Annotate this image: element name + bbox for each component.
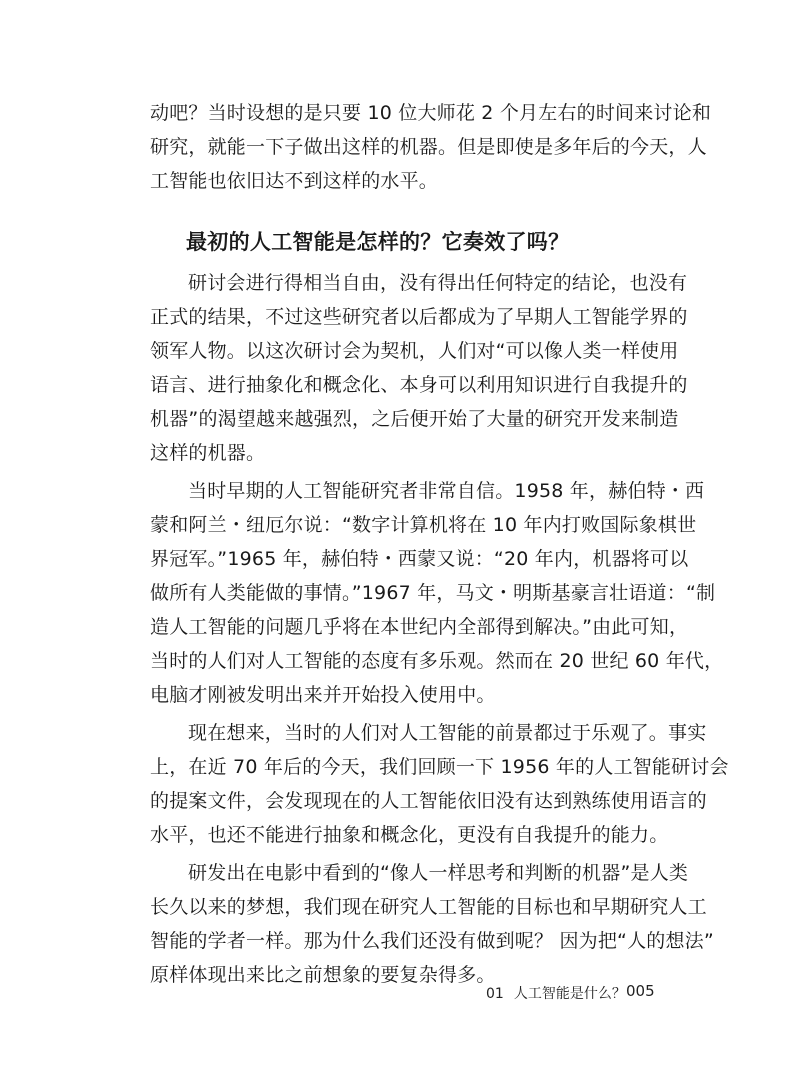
body-text: [150, 266, 729, 996]
section-heading: 最初的人工智能是怎样的？它奏效了吗？: [186, 230, 570, 254]
chapter-number: 01: [486, 986, 504, 1002]
paragraph-3: [150, 716, 729, 852]
paragraph-line: 当时的人们对人工智能的态度有多乐观。然而在 20 世纪 60 年代，: [150, 650, 724, 672]
paragraph-line: 水平，也还不能进行抽象和概念化，更没有自我提升的能力。: [150, 824, 669, 846]
paragraph-line: 现在想来，当时的人们对人工智能的前景都过于乐观了。事实: [188, 722, 707, 744]
paragraph-line: 正式的结果，不过这些研究者以后都成为了早期人工智能学界的: [150, 306, 688, 328]
intro-paragraph: [150, 96, 712, 198]
paragraph-line: 的提案文件，会发现现在的人工智能依旧没有达到熟练使用语言的: [150, 790, 707, 812]
intro-line: 动吧？当时设想的是只要 10 位大师花 2 个月左右的时间来讨论和: [150, 102, 712, 124]
paragraph-line: 语言、进行抽象化和概念化、本身可以利用知识进行自我提升的: [150, 374, 688, 396]
paragraph-line: 电脑才刚被发明出来并开始投入使用中。: [150, 684, 496, 706]
chapter-title: 人工智能是什么？: [513, 986, 626, 1002]
paragraph-line: 造人工智能的问题几乎将在本世纪内全部得到解决。”由此可知，: [150, 616, 689, 638]
running-footer: [486, 983, 626, 1003]
intro-line: 工智能也依旧达不到这样的水平。: [150, 170, 439, 192]
paragraph-line: 这样的机器。: [150, 442, 266, 464]
paragraph-1: [150, 266, 688, 470]
page-number: 005: [626, 982, 655, 1000]
paragraph-line: 领军人物。以这次研讨会为契机，人们对“可以像人类一样使用: [150, 340, 679, 362]
paragraph-line: 机器”的渴望越来越强烈，之后便开始了大量的研究开发来制造: [150, 408, 679, 430]
paragraph-line: 智能的学者一样。那为什么我们还没有做到呢？ 因为把“人的想法”: [150, 930, 714, 952]
paragraph-line: 做所有人类能做的事情。”1967 年，马文・明斯基豪言壮语道：“制: [150, 582, 716, 604]
paragraph-line: 当时早期的人工智能研究者非常自信。1958 年，赫伯特・西: [188, 480, 705, 502]
paragraph-line: 长久以来的梦想，我们现在研究人工智能的目标也和早期研究人工: [150, 896, 707, 918]
paragraph-line: 研讨会进行得相当自由，没有得出任何特定的结论，也没有: [188, 272, 688, 294]
paragraph-line: 蒙和阿兰・纽厄尔说：“数字计算机将在 10 年内打败国际象棋世: [150, 514, 697, 536]
paragraph-line: 上，在近 70 年后的今天，我们回顾一下 1956 年的人工智能研讨会: [150, 756, 729, 778]
intro-line: 研究，就能一下子做出这样的机器。但是即使是多年后的今天，人: [150, 136, 707, 158]
paragraph-line: 研发出在电影中看到的“像人一样思考和判断的机器”是人类: [188, 862, 689, 884]
paragraph-line: 原样体现出来比之前想象的要复杂得多。: [150, 964, 496, 986]
paragraph-line: 界冠军。”1965 年，赫伯特・西蒙又说：“20 年内，机器将可以: [150, 548, 689, 570]
paragraph-2: [150, 474, 724, 712]
